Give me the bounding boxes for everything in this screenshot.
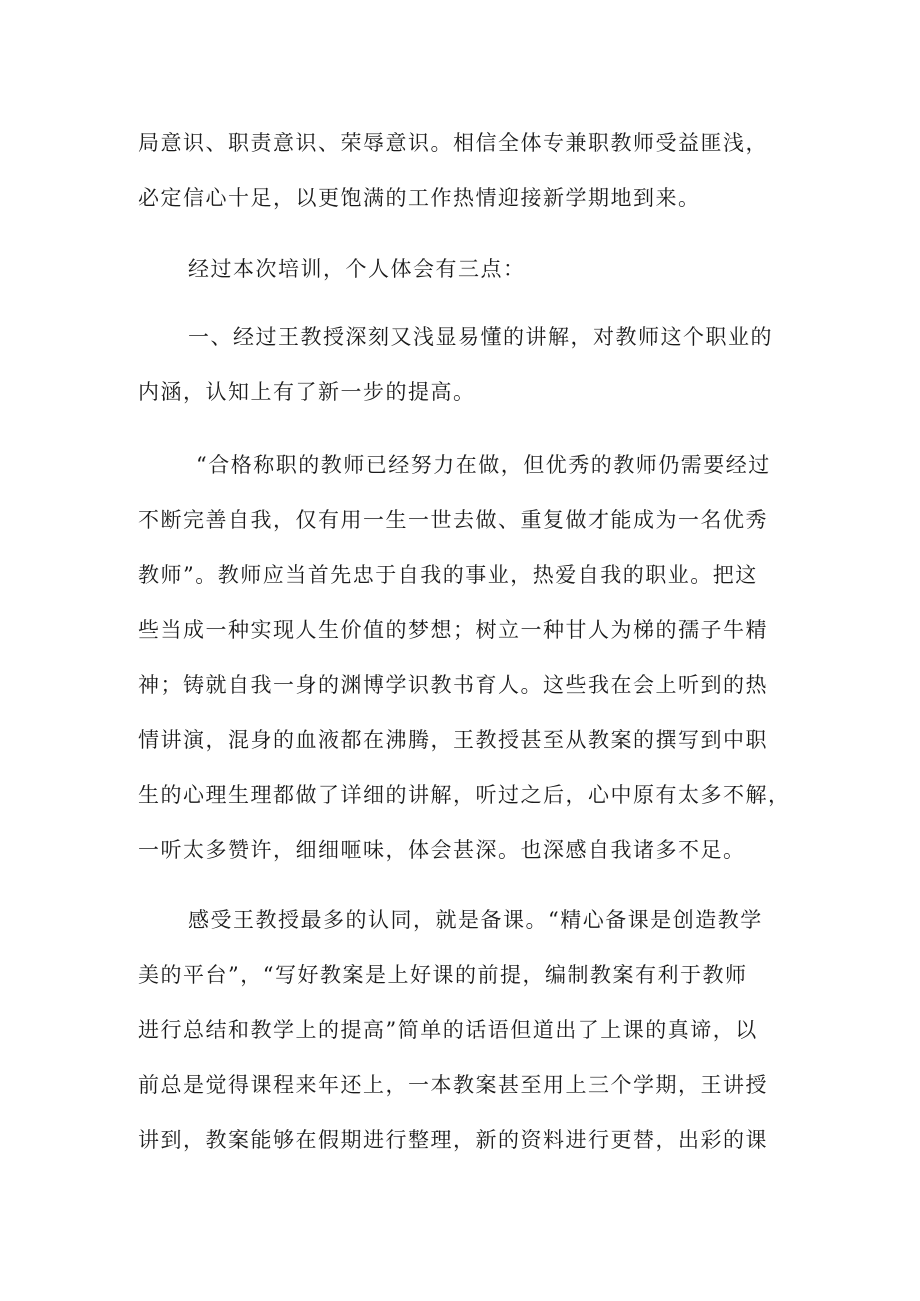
paragraph-3-line-1: 一、经过王教授深刻又浅显易懂的讲解，对教师这个职业的: [188, 325, 773, 349]
paragraph-5-line-2: 美的平台”，“写好教案是上好课的前提，编制教案有利于教师: [138, 963, 748, 987]
paragraph-2-line-1: 经过本次培训，个人体会有三点：: [188, 257, 526, 281]
paragraph-4-line-5: 神；铸就自我一身的渊博学识教书育人。这些我在会上听到的热: [138, 673, 768, 697]
paragraph-5-line-1: 感受王教授最多的认同，就是备课。“精心备课是创造教学: [188, 908, 763, 932]
paragraph-4-line-3: 教师”。教师应当首先忠于自我的事业，热爱自我的职业。把这: [138, 563, 758, 587]
paragraph-3-line-2: 内涵，认知上有了新一步的提高。: [138, 380, 476, 404]
paragraph-5-line-4: 前总是觉得课程来年还上，一本教案甚至用上三个学期，王讲授: [138, 1073, 768, 1097]
paragraph-1-line-1: 局意识、职责意识、荣辱意识。相信全体专兼职教师受益匪浅，: [138, 131, 768, 155]
paragraph-1-line-2: 必定信心十足，以更饱满的工作热情迎接新学期地到来。: [138, 186, 701, 210]
paragraph-4-line-8: 一听太多赞许，细细咂味，体会甚深。也深感自我诸多不足。: [138, 838, 746, 862]
paragraph-5-line-5: 讲到，教案能够在假期进行整理，新的资料进行更替，出彩的课: [138, 1128, 768, 1152]
paragraph-4-line-7: 生的心理生理都做了详细的讲解，听过之后，心中原有太多不解，: [138, 783, 791, 807]
paragraph-4-line-2: 不断完善自我，仅有用一生一世去做、重复做才能成为一名优秀: [138, 508, 768, 532]
paragraph-4-line-1: “合格称职的教师已经努力在做，但优秀的教师仍需要经过: [196, 453, 771, 477]
paragraph-4-line-4: 些当成一种实现人生价值的梦想；树立一种甘人为梯的孺子牛精: [138, 618, 768, 642]
paragraph-4-line-6: 情讲演，混身的血液都在沸腾，王教授甚至从教案的撰写到中职: [138, 728, 768, 752]
paragraph-5-line-3: 进行总结和教学上的提高”简单的话语但道出了上课的真谛，以: [138, 1018, 758, 1042]
